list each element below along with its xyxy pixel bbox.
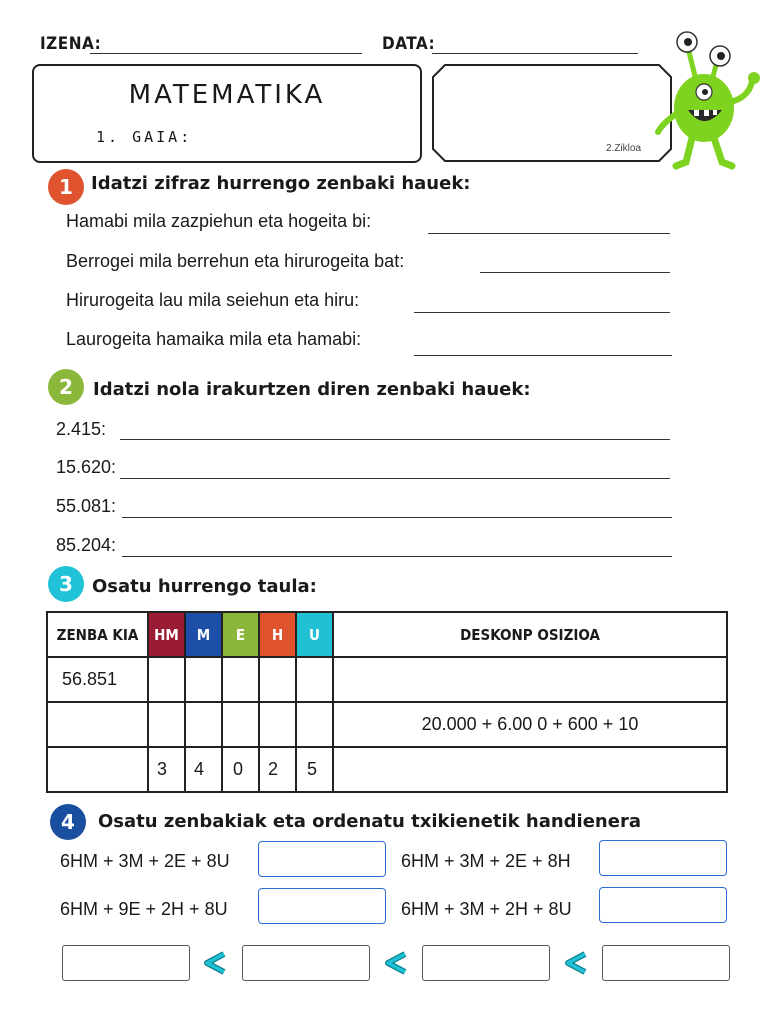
table-cell-decomposition: 20.000 + 6.00 0 + 600 + 10: [333, 702, 727, 747]
topic-label: 1. GAIA:: [96, 128, 193, 146]
section-3-badge: [48, 566, 84, 602]
section-2-item: 85.204:: [56, 535, 117, 555]
table-cell-u: 5: [296, 747, 333, 792]
monster-icon: [652, 28, 768, 170]
table-cell-hm: 3: [148, 747, 185, 792]
section-2-item: 15.620:: [56, 457, 117, 477]
header-h: H: [259, 612, 296, 657]
name-line[interactable]: [90, 53, 362, 54]
table-row: [47, 702, 727, 747]
answer-line[interactable]: [414, 355, 672, 356]
header-m: M: [185, 612, 222, 657]
header-u: U: [296, 612, 333, 657]
date-label: DATA:: [382, 34, 436, 54]
table-cell-number[interactable]: [47, 747, 148, 792]
section-1-item: Hamabi mila zazpiehun eta hogeita bi:: [66, 211, 372, 231]
answer-line[interactable]: [122, 517, 672, 518]
header-hm: HM: [148, 612, 185, 657]
answer-box[interactable]: [599, 840, 727, 876]
table-cell[interactable]: [222, 702, 259, 747]
header-number: ZENBA KIA: [47, 612, 148, 657]
table-cell[interactable]: [222, 657, 259, 702]
header-decomposition: DESKONP OSIZIOA: [333, 612, 727, 657]
order-box[interactable]: [422, 945, 550, 981]
section-2-badge: [48, 369, 84, 405]
expression-label: 6HM + 9E + 2H + 8U: [60, 899, 228, 919]
order-box[interactable]: [242, 945, 370, 981]
expression-label: 6HM + 3M + 2E + 8U: [60, 851, 230, 871]
expression-label: 6HM + 3M + 2H + 8U: [401, 899, 572, 919]
answer-line[interactable]: [428, 233, 670, 234]
section-1-number: 1: [59, 175, 73, 199]
expression-label: 6HM + 3M + 2E + 8H: [401, 851, 571, 871]
table-cell-number[interactable]: [47, 702, 148, 747]
section-1-item: Hirurogeita lau mila seiehun eta hiru:: [66, 290, 360, 310]
table-cell-number: 56.851: [47, 657, 148, 702]
name-label: IZENA:: [40, 34, 102, 54]
table-cell-e: 0: [222, 747, 259, 792]
answer-box[interactable]: [258, 841, 386, 877]
answer-line[interactable]: [480, 272, 670, 273]
answer-line[interactable]: [120, 439, 670, 440]
section-2-title: Idatzi nola irakurtzen diren zenbaki hauek:: [93, 379, 531, 400]
section-2-item: 2.415:: [56, 419, 107, 439]
table-cell-h: 2: [259, 747, 296, 792]
answer-box[interactable]: [599, 887, 727, 923]
place-value-table: [46, 611, 728, 793]
answer-line[interactable]: [414, 312, 670, 313]
order-box[interactable]: [602, 945, 730, 981]
title-box: [32, 64, 422, 163]
answer-line[interactable]: [122, 556, 672, 557]
cycle-label: 2.Zikloa: [606, 143, 642, 154]
table-cell[interactable]: [259, 702, 296, 747]
section-2-number: 2: [59, 375, 73, 399]
table-header-row: [47, 612, 727, 657]
date-line[interactable]: [432, 53, 638, 54]
section-1-item: Laurogeita hamaika mila eta hamabi:: [66, 329, 362, 349]
table-cell-m: 4: [185, 747, 222, 792]
section-1-badge: [48, 169, 84, 205]
less-than-icon: [383, 950, 409, 976]
table-cell[interactable]: [185, 657, 222, 702]
order-box[interactable]: [62, 945, 190, 981]
answer-line[interactable]: [120, 478, 670, 479]
table-row: [47, 657, 727, 702]
answer-box[interactable]: [258, 888, 386, 924]
section-2-item: 55.081:: [56, 496, 117, 516]
table-cell[interactable]: [259, 657, 296, 702]
section-3-title: Osatu hurrengo taula:: [92, 576, 317, 597]
section-4-title: Osatu zenbakiak eta ordenatu txikienetik handienera: [98, 811, 641, 832]
section-4-badge: [50, 804, 86, 840]
header-e: E: [222, 612, 259, 657]
less-than-icon: [563, 950, 589, 976]
section-3-number: 3: [59, 572, 73, 596]
table-cell[interactable]: [296, 657, 333, 702]
table-cell[interactable]: [148, 702, 185, 747]
table-cell[interactable]: [185, 702, 222, 747]
section-1-title: Idatzi zifraz hurrengo zenbaki hauek:: [91, 173, 471, 194]
table-cell-decomposition[interactable]: [333, 657, 727, 702]
table-cell[interactable]: [296, 702, 333, 747]
section-1-item: Berrogei mila berrehun eta hirurogeita bat:: [66, 251, 405, 271]
page-title: MATEMATIKA: [128, 80, 326, 110]
section-4-number: 4: [61, 810, 75, 834]
table-cell-decomposition[interactable]: [333, 747, 727, 792]
less-than-icon: [202, 950, 228, 976]
table-cell[interactable]: [148, 657, 185, 702]
table-row: [47, 747, 727, 792]
